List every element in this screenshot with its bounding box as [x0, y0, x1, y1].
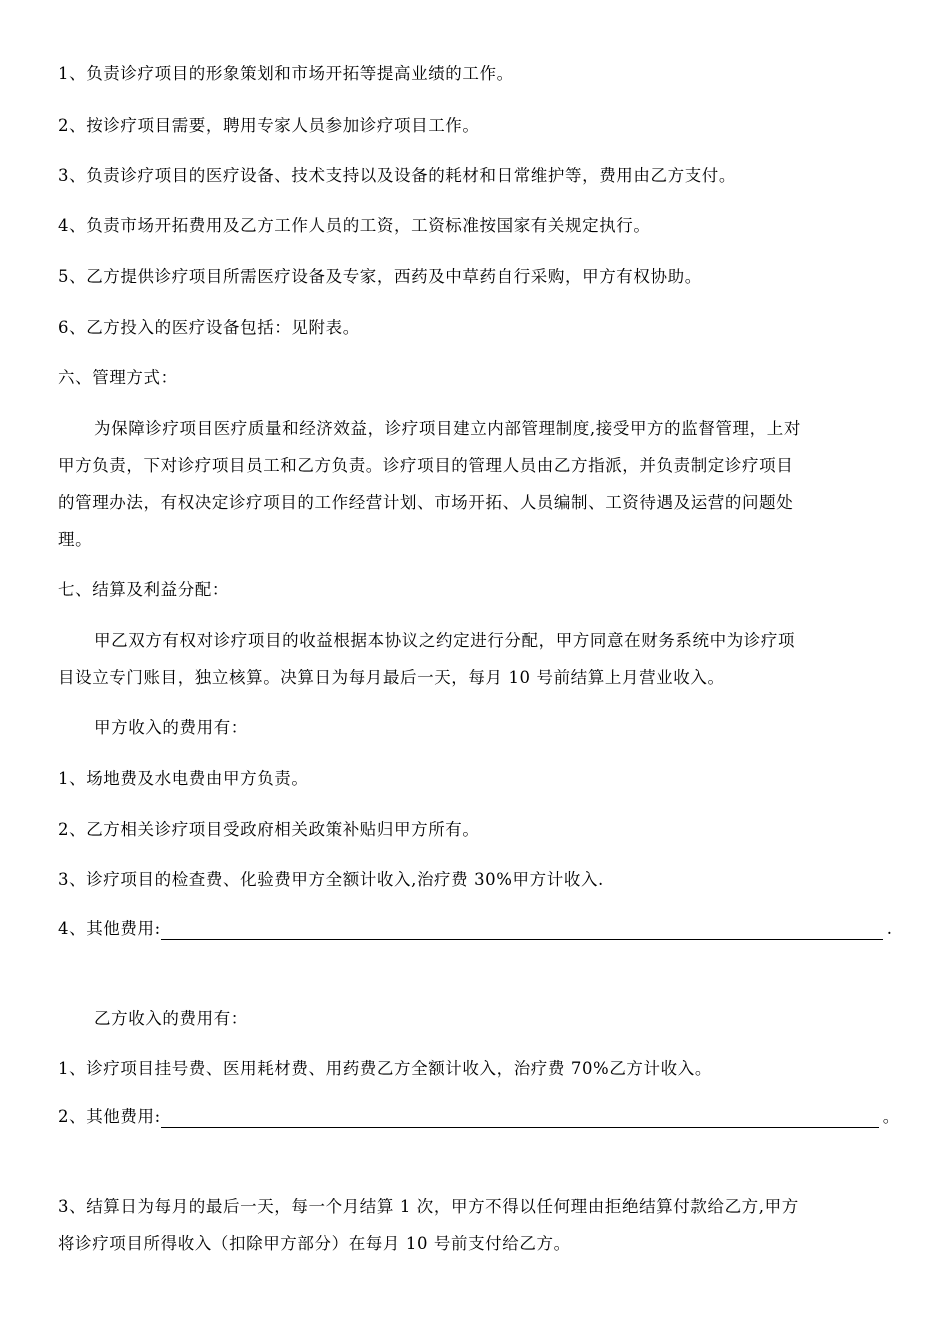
settlement-clause-line-1: 3、结算日为每月的最后一天，每一个月结算 1 次，甲方不得以任何理由拒绝结算付款给乙方,甲方	[58, 1197, 799, 1216]
duty-item-5: 5、乙方提供诊疗项目所需医疗设备及专家，西药及中草药自行采购，甲方有权协助。	[58, 267, 702, 286]
section-6-paragraph-line-4: 理。	[58, 530, 93, 549]
party-a-income-heading: 甲方收入的费用有：	[94, 718, 248, 737]
section-7-paragraph-line-2: 目设立专门账目，独立核算。决算日为每月最后一天，每月 10 号前结算上月营业收入。	[58, 668, 725, 687]
party-a-income-item-3: 3、诊疗项目的检查费、化验费甲方全额计收入,治疗费 30%甲方计收入.	[58, 870, 604, 889]
party-b-other-fees-end: 。	[882, 1107, 900, 1126]
party-a-other-fees-label: 4、其他费用	[58, 919, 155, 938]
party-b-other-fees-label: 2、其他费用	[58, 1107, 155, 1126]
duty-item-3: 3、负责诊疗项目的医疗设备、技术支持以及设备的耗材和日常维护等，费用由乙方支付。	[58, 166, 736, 185]
party-a-other-fees-row	[58, 918, 893, 940]
section-7-heading: 七、结算及利益分配：	[58, 580, 229, 599]
section-6-paragraph-line-3: 的管理办法，有权决定诊疗项目的工作经营计划、市场开拓、人员编制、工资待遇及运营的问题处	[58, 493, 794, 512]
section-6-paragraph-line-2: 甲方负责，下对诊疗项目员工和乙方负责。诊疗项目的管理人员由乙方指派，并负责制定诊疗项目	[58, 456, 794, 475]
duty-item-4: 4、负责市场开拓费用及乙方工作人员的工资，工资标准按国家有关规定执行。	[58, 216, 651, 235]
party-a-other-fees-colon: :	[154, 919, 161, 938]
party-a-income-item-1: 1、场地费及水电费由甲方负责。	[58, 769, 309, 788]
party-a-income-item-2: 2、乙方相关诊疗项目受政府相关政策补贴归甲方所有。	[58, 820, 480, 839]
party-b-other-fees-row	[58, 1106, 900, 1128]
duty-item-6: 6、乙方投入的医疗设备包括：见附表。	[58, 318, 360, 337]
party-b-income-item-1: 1、诊疗项目挂号费、医用耗材费、用药费乙方全额计收入，治疗费 70%乙方计收入。	[58, 1059, 712, 1078]
party-b-other-fees-colon: :	[154, 1107, 161, 1126]
party-a-other-fees-end: .	[886, 919, 893, 938]
section-6-heading: 六、管理方式：	[58, 368, 178, 387]
section-6-paragraph-line-1: 为保障诊疗项目医疗质量和经济效益，诊疗项目建立内部管理制度,接受甲方的监督管理，上对	[94, 419, 801, 438]
duty-item-2: 2、按诊疗项目需要，聘用专家人员参加诊疗项目工作。	[58, 116, 480, 135]
party-a-other-fees-blank[interactable]	[161, 921, 883, 940]
settlement-clause-line-2: 将诊疗项目所得收入（扣除甲方部分）在每月 10 号前支付给乙方。	[58, 1234, 571, 1253]
party-b-income-heading: 乙方收入的费用有：	[94, 1009, 248, 1028]
duty-item-1: 1、负责诊疗项目的形象策划和市场开拓等提高业绩的工作。	[58, 64, 514, 83]
section-7-paragraph-line-1: 甲乙双方有权对诊疗项目的收益根据本协议之约定进行分配，甲方同意在财务系统中为诊疗项	[94, 631, 796, 650]
party-b-other-fees-blank[interactable]	[161, 1109, 879, 1128]
